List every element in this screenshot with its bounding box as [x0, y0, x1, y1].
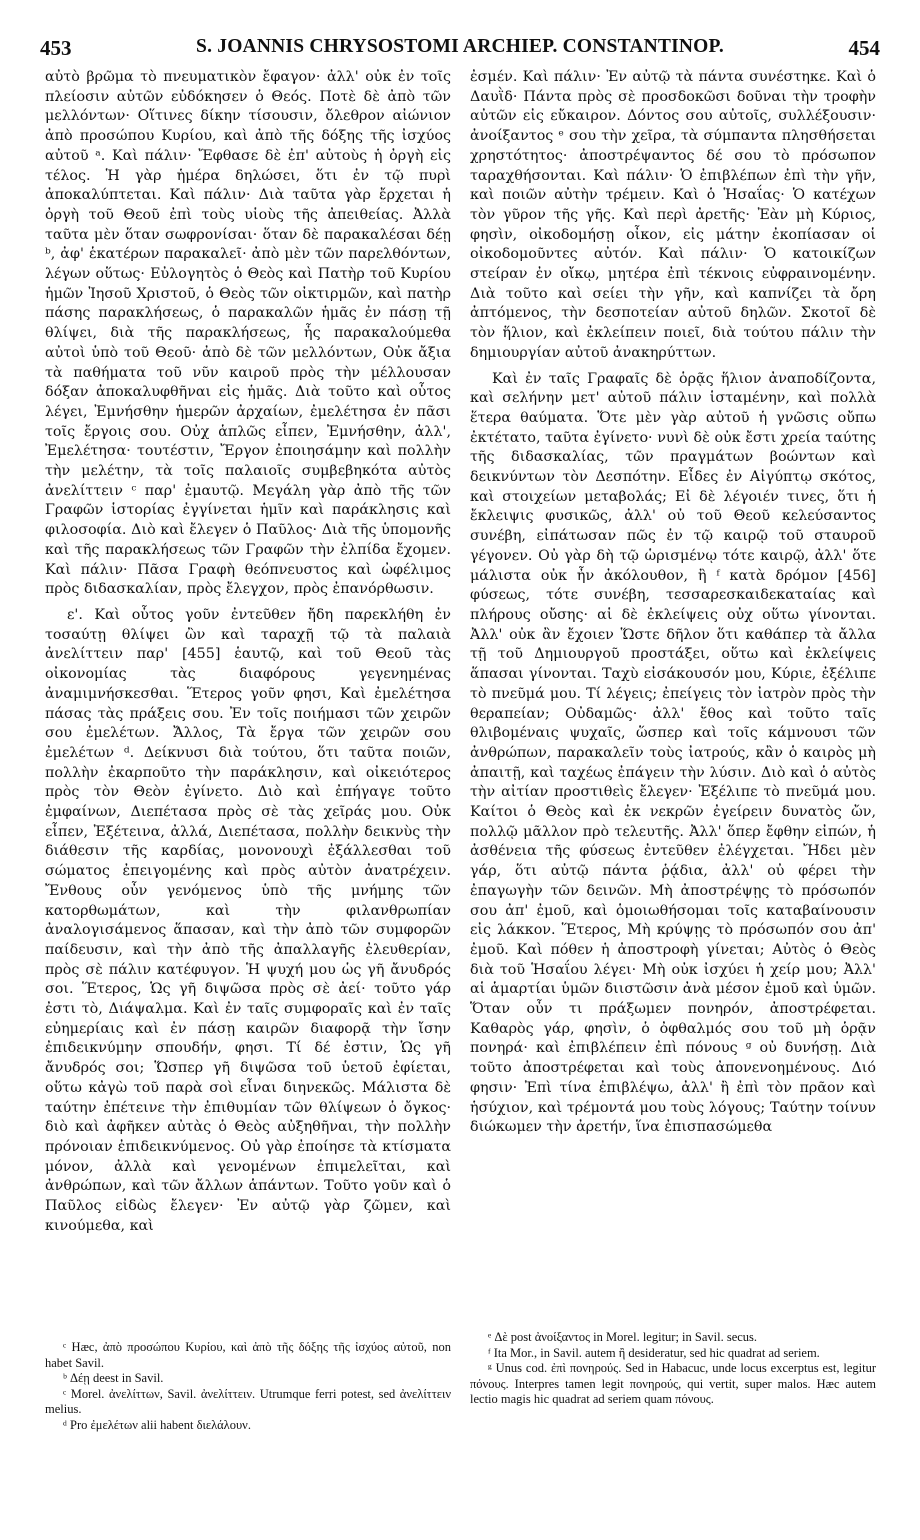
footnotes-left — [45, 1340, 451, 1433]
footnote: ᵇ Δέῃ deest in Savil. — [63, 1371, 164, 1385]
footnote: ᶜ Morel. ἀνελίττων, Savil. ἀνελίττειν. Utrumque ferri potest, sed ἀνελίττειν melius. — [45, 1386, 451, 1416]
right-column — [470, 68, 876, 1413]
left-paragraph-2: ε'. Καὶ οὗτος γοῦν ἐντεῦθεν ἤδη παρεκλήθη ἐν τοσαύτῃ θλίψει ὢν καὶ ταραχῇ τῷ τὰ παλαιὰ ἀνελίττειν παρ' [455] ἑαυτῷ, καὶ τοῦ Θεοῦ τὰς οἰκονομίας τὰς διαφόρους γεγενημένας ἀναμιμνήσκεσθαι. Ἕτερος γοῦν φησι, Καὶ ἐμελέτησα πάσας τὰς πράξεις σου. Ἐν τοῖς ποιήμασι τῶν χειρῶν σου ἐμελέτων. Ἄλλος, Τὰ ἔργα τῶν χειρῶν σου ἐμελέτων ᵈ. Δείκνυσι διὰ τούτου, ὅτι ταῦτα ποιῶν, πολλὴν ἐκαρποῦτο τὴν παράκλησιν, καὶ οἰκειότερος πρὸς τὸν Θεὸν ἐγίνετο. Διὸ καὶ ἐπήγαγε τοῦτο ἐμφαίνων, Διεπέτασα πρὸς σὲ τὰς χεῖράς μου. Οὐκ εἶπεν, Ἐξέτεινα, ἀλλά, Διεπέτασα, πολλὴν δεικνὺς τὴν διάθεσιν τῆς καρδίας, μονονουχὶ ἐξάλλεσθαι τοῦ σώματος ἐπειγομένης καὶ πρὸς αὐτὸν ἀνατρέχειν. Ἔνθους οὖν γενόμενος ὑπὸ τῆς μνήμης τῶν κατορθωμάτων, καὶ τὴν φιλανθρωπίαν ἀναλογισάμενος ἅπασαν, καὶ τὴν ἀπὸ τῶν συμφορῶν παίδευσιν, καὶ τὴν ἀπὸ τῆς ἀπαλλαγῆς ἐλευθερίαν, πρὸς σὲ πάλιν κατέφυγον. Ἡ ψυχή μου ὡς γῆ ἄνυδρός σοι. Ἕτερος, Ὡς γῆ διψῶσα πρὸς σὲ ἀεί· τοῦτο γάρ ἐστι τὸ, Διάψαλμα. Καὶ ἐν ταῖς συμφοραῖς καὶ ἐν ταῖς εὐημερίαις καὶ ἐν πάσῃ καιρῶν διαφορᾷ τὴν ἴσην ἐπιδεικνύμην σπουδήν, φησι. Τί δέ ἐστιν, Ὡς γῆ ἄνυδρός σοι; Ὥσπερ γῆ διψῶσα τοῦ ὑετοῦ ἐφίεται, οὕτω κἀγὼ τοῦ παρὰ σοὶ εἶναι διηνεκῶς. Μάλιστα δὲ ταύτην ἐπέτεινε τὴν ἐπιθυμίαν τῶν θλίψεων ὁ ὄγκος· διὸ καὶ ἀφῆκεν αὐτὰς ὁ Θεὸς αὐξηθῆναι, τὴν πολλὴν πρόνοιαν ἐπιδεικνύμενος. Οὐ γὰρ ἐποίησε τὰ κτίσματα μόνον, ἀλλὰ καὶ γενομένων ἐπιμελεῖται, καὶ ἀνθρώπων, καὶ τῶν ἄλλων ἁπάντων. Τοῦτο γοῦν καὶ ὁ Παῦλος εἰδὼς ἔλεγεν· Ἐν αὐτῷ γὰρ ζῶμεν, καὶ κινούμεθα, καὶ — [45, 606, 451, 1234]
right-paragraph-2: Καὶ ἐν ταῖς Γραφαῖς δὲ ὁρᾷς ἥλιον ἀναποδίζοντα, καὶ σελήνην μετ' αὐτοῦ πάλιν ἱσταμένην, καὶ πολλὰ ἕτερα θαύματα. Ὅτε μὲν γὰρ αὐτοῦ ἡ γνῶσις οὔπω ἐκτέτατο, ταῦτα ἐγίνετο· νυνὶ δὲ οὐκ ἔστι χρεία ταύτης τῆς διδασκαλίας, τῶν πραγμάτων βοώντων καὶ δεικνύντων τὸν Δεσπότην. Εἶδες ἐν Αἰγύπτῳ σκότος, καὶ στοιχείων μεταβολάς; Εἰ δὲ λέγοιέν τινες, ὅτι ἡ ἔκλειψις φυσικῶς, ἀλλ' οὐ τοῦ Θεοῦ κελεύσαντος συνέβη, εἰπάτωσαν πῶς ἐν τῷ καιρῷ τοῦ σταυροῦ γέγονεν. Οὐ γὰρ δὴ τῷ ὡρισμένῳ τότε καιρῷ, ἀλλ' ὅτε μάλιστα οὐκ ἦν ἀκόλουθον, ἢ ᶠ κατὰ δρόμον [456] φύσεως, τότε συνέβη, τεσσαρεσκαιδεκαταίας καὶ πλήρους οὔσης· αἱ δὲ ἐκλείψεις οὐχ οὕτω γίνονται. Ἀλλ' οὐκ ἂν ἔχοιεν Ὥστε δῆλον ὅτι καθάπερ τὰ ἄλλα τῇ τοῦ Δημιουργοῦ προστάξει, οὕτω καὶ ἐκλείψεις ἅπασαι γίνονται. Ταχὺ εἰσάκουσόν μου, Κύριε, ἐξέλιπε τὸ πνεῦμά μου. Τί λέγεις; ἐπείγεις τὸν ἰατρὸν πρὸς τὴν θεραπείαν; Οὐδαμῶς· ἀλλ' ἔθος καὶ τοῦτο ταῖς θλιβομέναις ψυχαῖς, ὥσπερ καὶ τοῖς κάμνουσι τῶν ἀνθρώπων, παρακαλεῖν τοὺς ἰατρούς, κἂν ὁ καιρὸς μὴ ἀπαιτῇ, καὶ ταχέως ἐπάγειν τὴν λύσιν. Διὸ καὶ ὁ αὐτὸς τὴν αἰτίαν προστιθεὶς ἔλεγεν· Ἐξέλιπε τὸ πνεῦμά μου. Καίτοι ὁ Θεὸς καὶ ἐκ νεκρῶν ἐγείρειν δυνατὸς ὤν, πολλῷ μᾶλλον πρὸ τελευτῆς. Ἀλλ' ὅπερ ἔφθην εἰπών, ἡ ἀσθένεια τῆς φύσεως ἐντεῦθεν ἐλέγχεται. Ἤδει μὲν γάρ, ὅτι αὐτῷ πάντα ῥᾴδια, ἀλλ' οὐ φέρει τὴν ἐπαγωγὴν τῶν δεινῶν. Μὴ ἀποστρέψῃς τὸ πρόσωπόν σου ἀπ' ἐμοῦ, καὶ ὁμοιωθήσομαι τοῖς καταβαίνουσιν εἰς λάκκον. Ἕτερος, Μὴ κρύψῃς τὸ πρόσωπόν σου ἀπ' ἐμοῦ. Καὶ πόθεν ἡ ἀποστροφὴ γίνεται; Αὐτὸς ὁ Θεὸς διὰ τοῦ Ἡσαΐου λέγει· Μὴ οὐκ ἰσχύει ἡ χείρ μου; Ἀλλ' αἱ ἁμαρτίαι ὑμῶν διιστῶσιν ἀνὰ μέσον ἐμοῦ καὶ ὑμῶν. Ὅταν οὖν τι πράξωμεν πονηρόν, ἀποστρέφεται. Καθαρὸς γάρ, φησὶν, ὁ ὀφθαλμός σου τοῦ μὴ ὁρᾷν πονηρά· καὶ ἐπιβλέπειν ἐπὶ πόνους ᵍ οὐ δυνήσῃ. Διὰ τοῦτο ἀποστρέφεται καὶ τοὺς ἀπονενοημένους. Διό φησιν· Ἐπὶ τίνα ἐπιβλέψω, ἀλλ' ἢ ἐπὶ τὸν πρᾶον καὶ ἡσύχιον, καὶ τρέμοντά μου τοὺς λόγους; Ταύτην τοίνυν διώκωμεν τὴν ἀρετήν, ἵνα ἐπισπασώμεθα — [470, 370, 876, 1136]
page-number-right: 454 — [848, 36, 880, 60]
footnote: ᶠ Ita Mor., in Savil. autem ἢ desideratur, sed hic quadrat ad seriem. — [488, 1345, 820, 1360]
footnote: ᵈ Pro ἐμελέτων alii habent διελάλουν. — [63, 1417, 251, 1432]
right-paragraph-1: ἐσμέν. Καὶ πάλιν· Ἐν αὐτῷ τὰ πάντα συνέστηκε. Καὶ ὁ Δαυῒδ· Πάντα πρὸς σὲ προσδοκῶσι δοῦναι τὴν τροφὴν αὐτῶν εἰς εὔκαιρον. Δόντος σου αὐτοῖς, συλλέξουσιν· ἀνοίξαντος ᵉ σου τὴν χεῖρα, τὰ σύμπαντα πλησθήσεται χρηστότητος· ἀποστρέψαντος δέ σου τὸ πρόσωπον ταραχθήσονται. Καὶ πάλιν· Ὁ ἐπιβλέπων ἐπὶ τὴν γῆν, καὶ ποιῶν αὐτὴν τρέμειν. Καὶ ὁ Ἡσαΐας· Ὁ κατέχων τὸν γῦρον τῆς γῆς. Καὶ περὶ ἀρετῆς· Ἐὰν μὴ Κύριος, φησὶν, οἰκοδομήσῃ οἶκον, εἰς μάτην ἐκοπίασαν οἱ οἰκοδομοῦντες αὐτόν. Καὶ πάλιν· Ὁ κατοικίζων στείραν ἐν οἴκῳ, μητέρα ἐπὶ τέκνοις εὐφραινομένην. Διὰ τοῦτο καὶ σείει τὴν γῆν, καὶ καπνίζει τὰ ὄρη ἀπτόμενος, τὴν δεσποτείαν αὐτοῦ δηλῶν. Σκοτοῖ δὲ τὸν ἥλιον, καὶ ἐκλείπειν ποιεῖ, διὰ τούτου πάλιν τὴν δημιουργίαν αὐτοῦ ἀνακηρύττων. — [470, 69, 876, 361]
page-number-left: 453 — [40, 36, 72, 60]
footnote: ᵉ Δὲ post ἀνοίξαντος in Morel. legitur; in Savil. secus. — [488, 1330, 758, 1344]
running-title: S. JOANNIS CHRYSOSTOMI ARCHIEP. CONSTANTINOP. — [196, 36, 724, 57]
left-paragraph-1: αὐτὸ βρῶμα τὸ πνευματικὸν ἔφαγον· ἀλλ' οὐκ ἐν τοῖς πλείοσιν αὐτῶν εὐδόκησεν ὁ Θεός. Ποτὲ δὲ ἀπὸ τῶν μελλόντων· Οἵτινες δίκην τίσουσιν, ὄλεθρον αἰώνιον ἀπὸ προσώπου Κυρίου, καὶ ἀπὸ τῆς δόξης τῆς ἰσχύος αὐτοῦ ᵃ. Καὶ πάλιν· Ἔφθασε δὲ ἐπ' αὐτοὺς ἡ ὀργὴ εἰς τέλος. Ἡ γὰρ ἡμέρα δηλώσει, ὅτι ἐν τῷ πυρὶ ἀποκαλύπτεται. Καὶ πάλιν· Διὰ ταῦτα γὰρ ἔρχεται ἡ ὀργὴ τοῦ Θεοῦ ἐπὶ τοὺς υἱοὺς τῆς ἀπειθείας. Ἀλλὰ ταῦτα μὲν ὅταν σωφρονίσαι· ὅταν δὲ παρακαλέσαι δέῃ ᵇ, ἀφ' ἑκατέρων παρακαλεῖ· ἀπὸ μὲν τῶν παρελθόντων, λέγων οὕτως· Εὐλογητὸς ὁ Θεὸς καὶ Πατὴρ τοῦ Κυρίου ἡμῶν Ἰησοῦ Χριστοῦ, ὁ Θεὸς τῶν οἰκτιρμῶν, καὶ πατὴρ πάσης παρακλήσεως, ὁ παρακαλῶν ἡμᾶς ἐν πάσῃ τῇ θλίψει, διὰ τῆς παρακλήσεως, ἧς παρακαλούμεθα αὐτοὶ ὑπὸ τοῦ Θεοῦ· ἀπὸ δὲ τῶν μελλόντων, Οὐκ ἄξια τὰ παθήματα τοῦ νῦν καιροῦ πρὸς τὴν μέλλουσαν δόξαν ἀποκαλυφθῆναι εἰς ἡμᾶς. Διὰ τοῦτο καὶ οὗτος λέγει, Ἐμνήσθην ἡμερῶν ἀρχαίων, ἐμελέτησα ἐν πᾶσι τοῖς ἔργοις σου. Οὐχ ἁπλῶς εἶπεν, Ἐμνήσθην, ἀλλ', Ἐμελέτησα· τουτέστιν, Ἔργον ἐποιησάμην καὶ πολλὴν τὴν μελέτην, τὰ τοῖς παλαιοῖς συμβεβηκότα αὐτὸς ἀνελίττειν ᶜ παρ' ἐμαυτῷ. Μεγάλη γὰρ ἀπὸ τῆς τῶν Γραφῶν ἱστορίας ἐγγίνεται ἡμῖν καὶ παράκλησις καὶ φιλοσοφία. Διὸ καὶ ἔλεγεν ὁ Παῦλος· Διὰ τῆς ὑπομονῆς καὶ τῆς παρακλήσεως τῶν Γραφῶν τὴν ἐλπίδα ἔχομεν. Καὶ πάλιν· Πᾶσα Γραφὴ θεόπνευστος καὶ ὠφέλιμος πρὸς διδασκαλίαν, πρὸς ἔλεγχον, πρὸς ἐπανόρθωσιν. — [45, 69, 451, 598]
left-column — [45, 68, 451, 1413]
footnote: ᵍ Unus cod. ἐπὶ πονηρούς. Sed in Habacuc, unde locus excerptus est, legitur πόνους. Interpres tamen legit πονηρούς, qui vertit, super malos. Hæc autem lectio magis hic quadrat ad seriem quam πόνους. — [470, 1361, 876, 1406]
footnote: ᶜ Hæc, ἀπὸ προσώπου Κυρίου, καὶ ἀπὸ τῆς δόξης τῆς ἰσχύος αὐτοῦ, non habet Savil. — [45, 1340, 451, 1370]
footnotes-right — [470, 1330, 876, 1408]
page-header — [40, 34, 880, 64]
